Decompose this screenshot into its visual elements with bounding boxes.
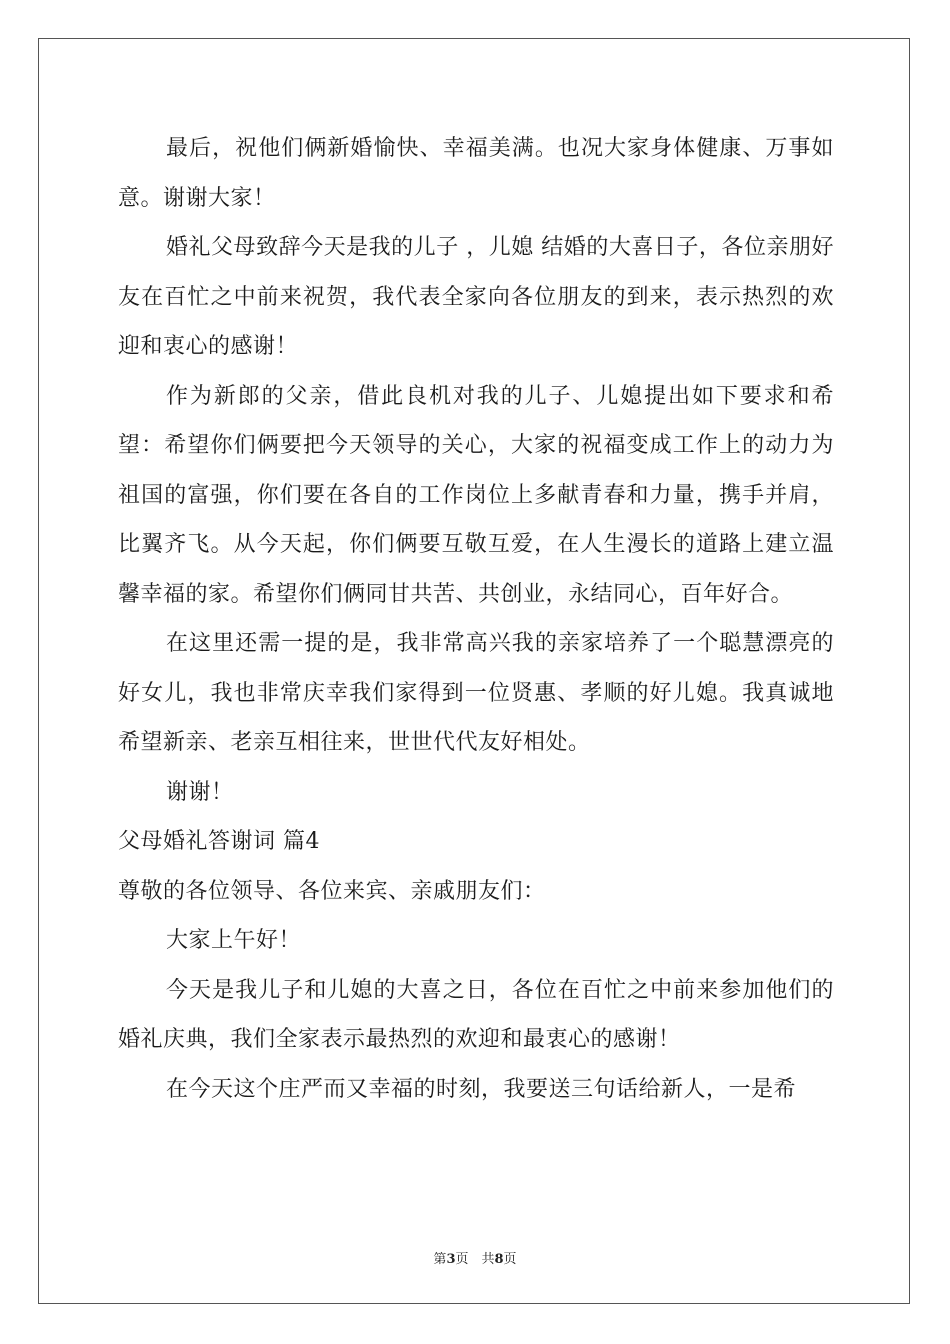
footer-page-current: 3 bbox=[446, 1252, 456, 1267]
paragraph-father-hopes: 作为新郎的父亲，借此良机对我的儿子、儿媳提出如下要求和希望：希望你们俩要把今天领导的关心，大家的祝福变成工作上的动力为祖国的富强，你们要在各自的工作岗位上多献青春和力量，携手并肩，比翼齐飞。从今天起，你们俩要互敬互爱，在人生漫长的道路上建立温馨幸福的家。希望你们俩同甘共苦、共创业，永结同心，百年好合。 bbox=[118, 383, 834, 607]
footer-prefix: 第 bbox=[433, 1252, 447, 1267]
footer-suffix: 页 bbox=[503, 1252, 517, 1267]
paragraph-closing-wishes: 最后，祝他们俩新婚愉快、幸福美满。也况大家身体健康、万事如意。谢谢大家！ bbox=[118, 136, 834, 211]
paragraph-three-sentences: 在今天这个庄严而又幸福的时刻，我要送三句话给新人，一是希 bbox=[166, 1076, 797, 1102]
paragraph-parent-speech-intro: 婚礼父母致辞今天是我的儿子 ，儿媳 结婚的大喜日子，各位亲朋好友在百忙之中前来祝贺，我代表全家向各位朋友的到来，表示热烈的欢迎和衷心的感谢！ bbox=[118, 235, 834, 359]
paragraph-thanks: 谢谢！ bbox=[166, 779, 234, 805]
footer-page-total: 8 bbox=[494, 1252, 504, 1267]
paragraph-in-laws: 在这里还需一提的是，我非常高兴我的亲家培养了一个聪慧漂亮的好女儿，我也非常庆幸我们家得到一位贤惠、孝顺的好儿媳。我真诚地希望新亲、老亲互相往来，世世代代友好相处。 bbox=[118, 631, 834, 755]
footer-mid: 页 共 bbox=[455, 1252, 495, 1267]
section-heading: 父母婚礼答谢词 篇4 bbox=[118, 829, 320, 854]
salutation: 尊敬的各位领导、各位来宾、亲戚朋友们： bbox=[118, 878, 546, 904]
paragraph-greeting: 大家上午好！ bbox=[166, 928, 302, 953]
page-footer bbox=[0, 1248, 950, 1267]
document-body bbox=[118, 124, 834, 1114]
paragraph-wedding-day: 今天是我儿子和儿媳的大喜之日，各位在百忙之中前来参加他们的婚礼庆典，我们全家表示最热烈的欢迎和最衷心的感谢！ bbox=[118, 977, 834, 1052]
